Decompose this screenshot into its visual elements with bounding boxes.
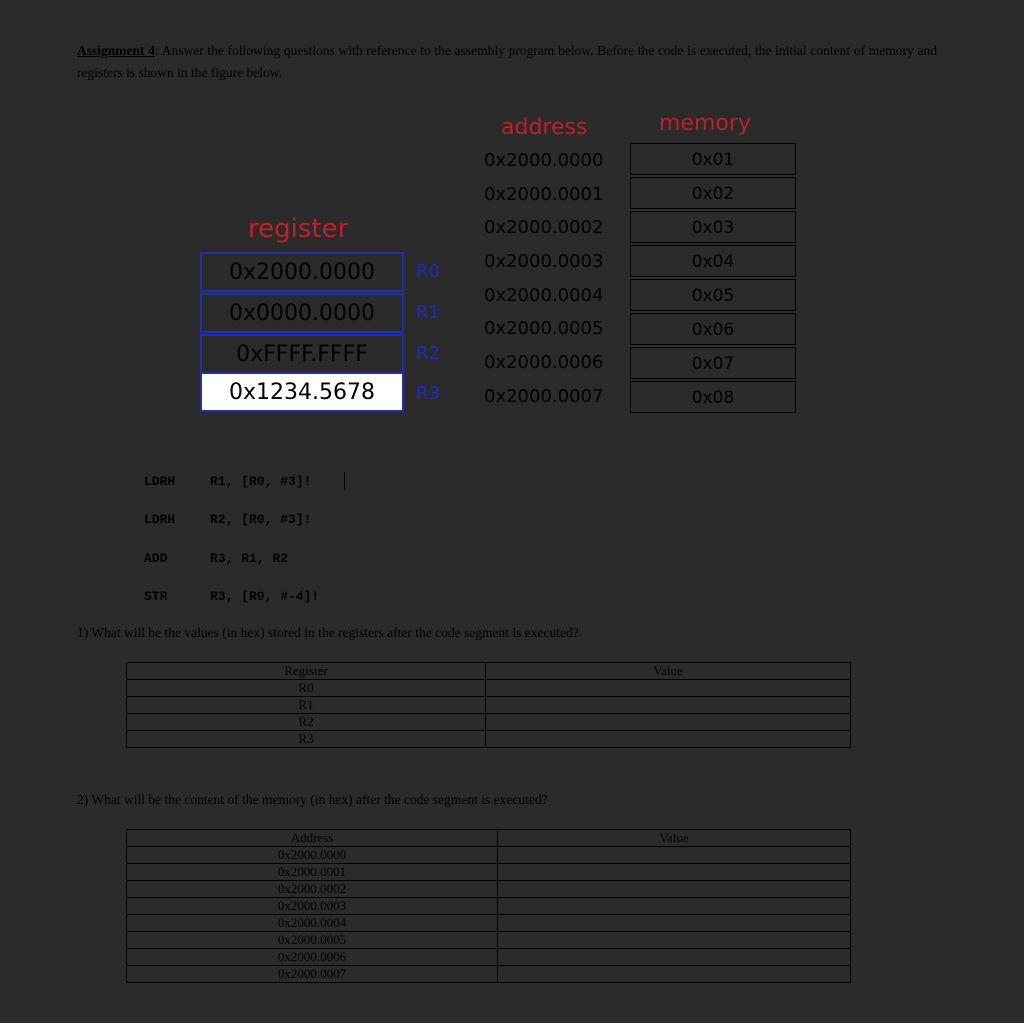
address-label: 0x2000.0007	[484, 386, 604, 407]
register-label: R2	[127, 714, 486, 731]
register-name-r1: R1	[416, 302, 440, 323]
address-label: 0x2000.0003	[484, 251, 604, 272]
address-label: 0x2000.0001	[484, 184, 604, 205]
register-answer-table	[126, 662, 851, 748]
memory-cell: 0x08	[630, 381, 796, 413]
memory-cell: 0x04	[630, 245, 796, 277]
address-label: 0x2000.0003	[127, 898, 498, 915]
question-1-text: 1) What will be the values (in hex) stored in the registers after the code segment is executed?	[77, 625, 579, 640]
address-label: 0x2000.0004	[484, 285, 604, 306]
address-label: 0x2000.0000	[484, 150, 604, 171]
address-label: 0x2000.0001	[127, 864, 498, 881]
table-header-row	[127, 830, 851, 847]
value-answer-cell[interactable]	[498, 949, 851, 966]
text-cursor	[344, 472, 345, 490]
register-cell-r0: 0x2000.0000	[200, 252, 404, 292]
memory-cell: 0x05	[630, 279, 796, 311]
address-label: 0x2000.0005	[127, 932, 498, 949]
value-answer-cell[interactable]	[498, 966, 851, 983]
code-opcode: LDRH	[144, 474, 176, 489]
column-header-value: Value	[498, 830, 851, 847]
code-operands: R1, [R0, #3]!	[210, 474, 312, 489]
register-name-r3: R3	[416, 383, 440, 404]
address-label: 0x2000.0000	[127, 847, 498, 864]
table-row	[127, 680, 851, 697]
address-label: 0x2000.0007	[127, 966, 498, 983]
code-operands: R3, R1, R2	[210, 551, 289, 566]
value-answer-cell[interactable]	[486, 731, 851, 748]
address-label: 0x2000.0005	[484, 318, 604, 339]
memory-answer-table	[126, 829, 851, 983]
memory-cell: 0x03	[630, 211, 796, 243]
code-opcode: STR	[144, 589, 168, 604]
table-row	[127, 898, 851, 915]
address-label: 0x2000.0006	[484, 352, 604, 373]
question-2-text: 2) What will be the content of the memory (in hex) after the code segment is executed?	[77, 792, 548, 807]
assignment-title: Assignment 4	[77, 43, 155, 58]
address-label: 0x2000.0002	[127, 881, 498, 898]
register-cell-r3: 0x1234.5678	[200, 372, 404, 412]
table-row	[127, 915, 851, 932]
column-header-address: Address	[127, 830, 498, 847]
table-row	[127, 864, 851, 881]
memory-cell: 0x02	[630, 177, 796, 209]
table-row	[127, 697, 851, 714]
value-answer-cell[interactable]	[498, 932, 851, 949]
register-heading: register	[248, 214, 349, 244]
register-label: R0	[127, 680, 486, 697]
register-label: R1	[127, 697, 486, 714]
address-label: 0x2000.0006	[127, 949, 498, 966]
table-row	[127, 932, 851, 949]
assignment-instructions: : Answer the following questions with reference to the assembly program below. Before the code is executed, the initial content of memory and registers is shown in the figure below.	[77, 43, 937, 80]
memory-cell: 0x01	[630, 143, 796, 175]
table-header-row	[127, 663, 851, 680]
register-name-r0: R0	[416, 261, 440, 282]
register-cell-r1: 0x0000.0000	[200, 293, 404, 333]
value-answer-cell[interactable]	[498, 915, 851, 932]
memory-cell: 0x07	[630, 347, 796, 379]
register-name-r2: R2	[416, 343, 440, 364]
assignment-intro	[77, 40, 937, 84]
code-operands: R3, [R0, #-4]!	[210, 589, 320, 604]
value-answer-cell[interactable]	[498, 847, 851, 864]
register-label: R3	[127, 731, 486, 748]
table-row	[127, 731, 851, 748]
table-row	[127, 949, 851, 966]
value-answer-cell[interactable]	[498, 898, 851, 915]
table-row	[127, 966, 851, 983]
table-row	[127, 714, 851, 731]
column-header-register: Register	[127, 663, 486, 680]
table-row	[127, 881, 851, 898]
value-answer-cell[interactable]	[486, 714, 851, 731]
address-label: 0x2000.0004	[127, 915, 498, 932]
table-row	[127, 847, 851, 864]
value-answer-cell[interactable]	[486, 680, 851, 697]
code-operands: R2, [R0, #3]!	[210, 512, 312, 527]
code-opcode: LDRH	[144, 512, 176, 527]
address-heading: address	[501, 115, 588, 140]
value-answer-cell[interactable]	[486, 697, 851, 714]
memory-cell: 0x06	[630, 313, 796, 345]
value-answer-cell[interactable]	[498, 881, 851, 898]
register-cell-r2: 0xFFFF.FFFF	[200, 334, 404, 374]
value-answer-cell[interactable]	[498, 864, 851, 881]
column-header-value: Value	[486, 663, 851, 680]
memory-heading: memory	[659, 111, 751, 136]
address-label: 0x2000.0002	[484, 217, 604, 238]
code-opcode: ADD	[144, 551, 168, 566]
